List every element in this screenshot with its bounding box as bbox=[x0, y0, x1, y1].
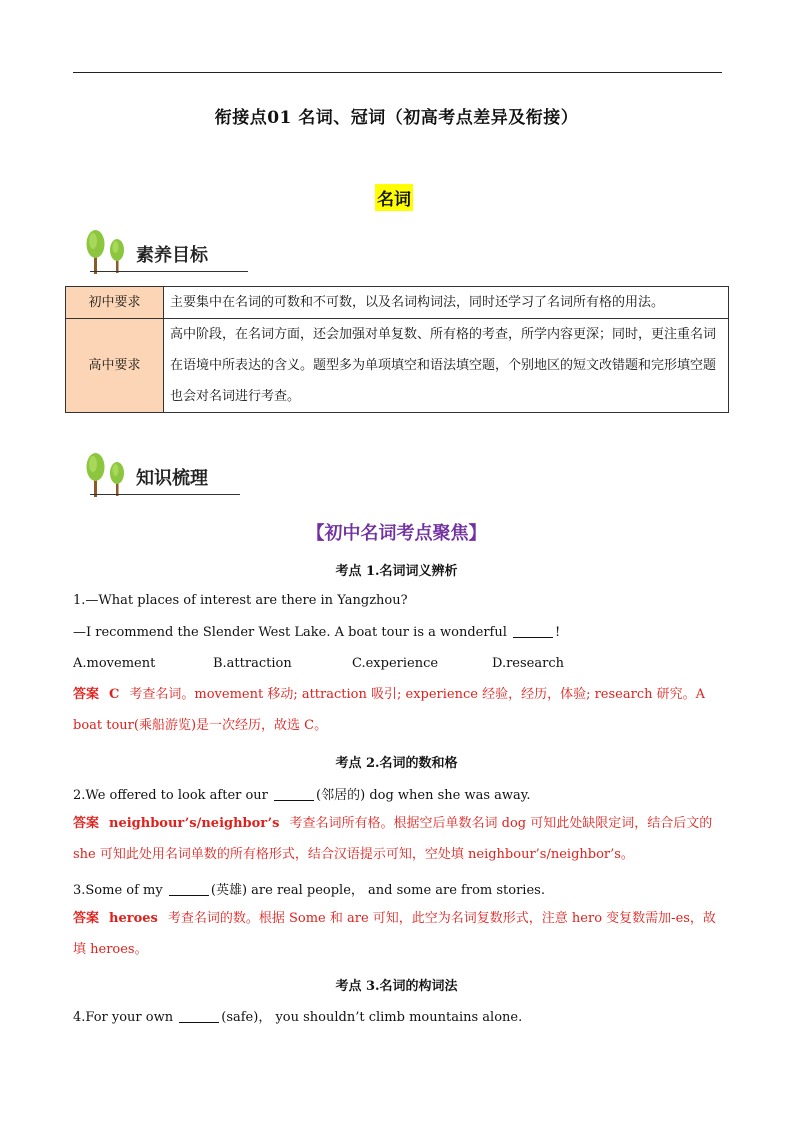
answer-value: heroes bbox=[109, 911, 158, 926]
question-text: ! bbox=[555, 625, 561, 640]
option-c: C.experience bbox=[352, 656, 439, 671]
noun-tag: 名词 bbox=[375, 184, 413, 211]
section-underline bbox=[90, 494, 240, 495]
question-line bbox=[73, 625, 560, 640]
section-underline bbox=[90, 271, 248, 272]
answer-block bbox=[73, 903, 725, 965]
section-label: 素养目标 bbox=[136, 245, 208, 266]
section-label: 知识梳理 bbox=[136, 468, 208, 489]
page-title: 衔接点01 名词、冠词（初高考点差异及衔接） bbox=[214, 108, 579, 128]
answer-blank bbox=[169, 883, 209, 896]
answer-block bbox=[73, 808, 725, 870]
answer-label: 答案 bbox=[73, 816, 100, 831]
question-text: 4.For your own bbox=[73, 1010, 174, 1025]
tree-icon bbox=[80, 229, 136, 277]
focus-title: 【初中名词考点聚焦】 bbox=[306, 523, 487, 544]
answer-blank bbox=[179, 1010, 219, 1023]
point-title: 考点 2.名词的数和格 bbox=[335, 756, 458, 771]
question-line bbox=[73, 1006, 522, 1025]
table-row bbox=[66, 287, 729, 319]
option-a: A.movement bbox=[73, 656, 156, 671]
answer-value: neighbour’s/neighbor’s bbox=[109, 816, 280, 831]
table-row bbox=[66, 319, 729, 413]
answer-text: 考查名词的数。根据 Some 和 are 可知，此空为名词复数形式，注意 hero 变复数需加-es，故填 heroes。 bbox=[73, 911, 716, 957]
section-header-knowledge bbox=[80, 452, 240, 497]
answer-blank bbox=[513, 625, 553, 638]
question-text: (safe)， you shouldn’t climb mountains alone. bbox=[221, 1010, 523, 1025]
row-text: 高中阶段，在名词方面，还会加强对单复数、所有格的考查，所学内容更深；同时，更注重名词在语境中所表达的含义。题型多为单项填空和语法填空题，个别地区的短文改错题和完形填空题也会对名词进行考查。 bbox=[164, 319, 729, 413]
answer-blank bbox=[274, 788, 314, 801]
question-text: —I recommend the Slender West Lake. A boat tour is a wonderful bbox=[73, 625, 507, 640]
question-text: 3.Some of my bbox=[73, 883, 163, 898]
top-rule bbox=[73, 72, 722, 73]
tree-icon bbox=[80, 452, 136, 500]
section-header-goals bbox=[80, 229, 248, 274]
row-header: 高中要求 bbox=[66, 319, 164, 413]
row-text: 主要集中在名词的可数和不可数，以及名词构词法，同时还学习了名词所有格的用法。 bbox=[164, 287, 729, 319]
row-header: 初中要求 bbox=[66, 287, 164, 319]
answer-value: C bbox=[109, 687, 120, 702]
answer-label: 答案 bbox=[73, 911, 100, 926]
answer-text: 考查名词。movement 移动; attraction 吸引; experience 经验，经历，体验; research 研究。A boat tour(乘船游览)是一次经历，故选 C。 bbox=[73, 687, 706, 733]
answer-text: 考查名词所有格。根据空后单数名词 dog 可知此处缺限定词，结合后文的 she 可知此处用名词单数的所有格形式，结合汉语提示可知，空处填 neighbour’s/neighbor’s。 bbox=[73, 816, 713, 862]
question-line bbox=[73, 879, 545, 898]
question-text: (英雄) are real people， and some are from stories. bbox=[210, 883, 545, 898]
point-title: 考点 3.名词的构词法 bbox=[335, 979, 458, 994]
option-d: D.research bbox=[492, 656, 564, 671]
question-text: (邻居的) dog when she was away. bbox=[316, 788, 531, 803]
question-line bbox=[73, 784, 531, 803]
question-text: 2.We offered to look after our bbox=[73, 788, 268, 803]
answer-block bbox=[73, 679, 725, 741]
goals-table bbox=[65, 286, 729, 413]
answer-label: 答案 bbox=[73, 687, 100, 702]
point-title: 考点 1.名词词义辨析 bbox=[335, 564, 458, 579]
option-b: B.attraction bbox=[213, 656, 292, 671]
options-row bbox=[73, 656, 673, 674]
question-line: 1.—What places of interest are there in Yangzhou? bbox=[73, 593, 408, 608]
